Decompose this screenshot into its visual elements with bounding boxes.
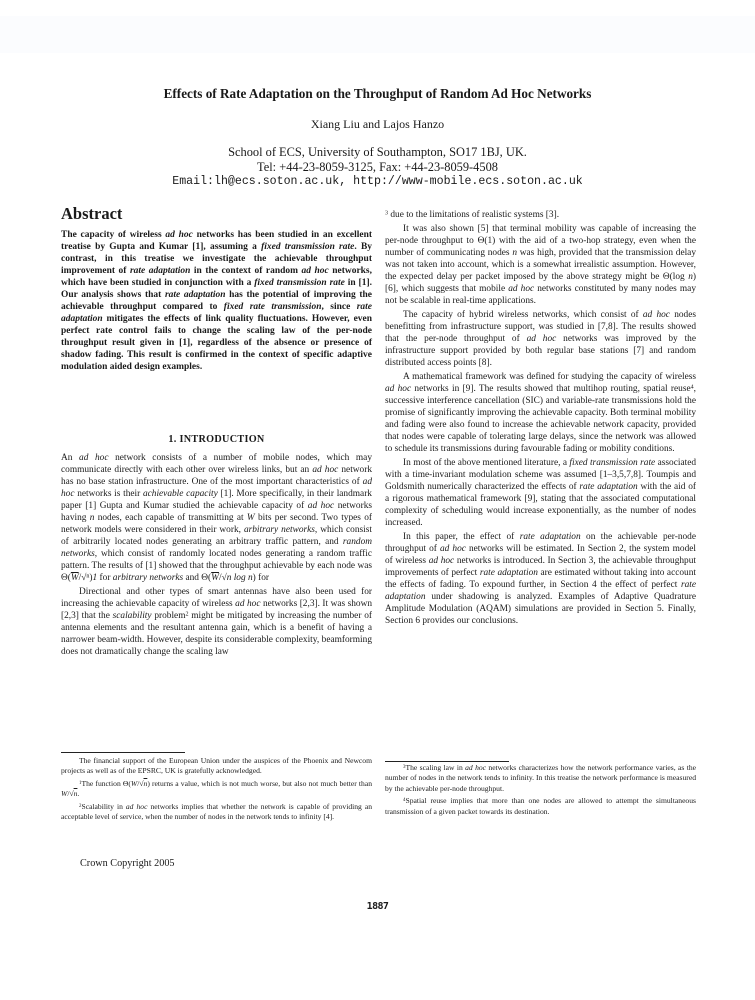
intro-paragraph-2-continued: $^3$ due to the limitations of realistic systems [3]. — [385, 210, 560, 220]
intro-paragraph-4: The capacity of hybrid wireless networks, which consist of ad hoc nodes benefitting from infrastructure support, was studied in [7,8]. The results showed that the per-node throughput of ad hoc networks was improved by the infrastructure support provided by both regular base stations [7] and random distributed access points [8]. — [385, 310, 697, 368]
top-band — [0, 16, 755, 53]
intro-paragraph-2: Directional and other types of smart antennas have also been used for increasing the achievable capacity of wireless ad hoc networks [2,3]. It was shown [2,3] that the scalability problem$^2$ might be mitigated by increasing the number of antenna elements and the resultant antenna gain, which is a benefit of having a narrower beam-width. However, despite its considerable complexity, beamforming does not dramatically change the scaling law — [61, 587, 373, 657]
copyright-notice: Crown Copyright 2005 — [80, 858, 175, 869]
affiliation-block — [0, 145, 755, 175]
intro-left-column — [61, 452, 372, 658]
footnote-4: $^4$Spatial reuse implies that more than one nodes are allowed to attempt the simultaneous transmission of a given packet towards its destination. — [385, 796, 696, 816]
contact-numbers: Tel: +44-23-8059-3125, Fax: +44-23-8059-4508 — [257, 160, 498, 174]
page-number: 1887 — [366, 901, 389, 912]
footnote-rule-right — [385, 761, 509, 762]
email-and-url: Email:lh@ecs.soton.ac.uk, http://www-mobile.ecs.soton.ac.uk — [172, 175, 583, 188]
affiliation: School of ECS, University of Southampton, SO17 1BJ, UK. — [228, 145, 527, 159]
footnotes-right — [385, 763, 696, 817]
footnote-3: $^3$The scaling law in ad hoc networks characterizes how the network performance varies, as the number of nodes in the network tends to infinity. In this treatise the network performance is measured by the achievable per-node throughput. — [385, 763, 696, 793]
intro-paragraph-1: An ad hoc network consists of a number of mobile nodes, which may communicate directly with each other over wireless links, but an ad hoc network has no base station infrastructure. One of the most important characteristics of ad hoc networks is their achievable capacity [1]. More specifically, in their landmark paper [1] Gupta and Kumar studied the achievable capacity of ad hoc networks having n nodes, each capable of transmitting at W bits per second. Two types of network models were considered in their work, arbitrary networks, which consist of arbitrarily located nodes generating an arbitrary traffic pattern, and random networks, which consist of randomly located nodes generating a random traffic pattern. The results of [1] showed that the throughput achievable by each node was $\Theta(\overline{W}/√^n)1$ for arbitrary networks and $\Theta(\overline{W}/√n$ log n) for — [61, 453, 373, 583]
funding-note: The financial support of the European Union under the auspices of the Phoenix and Newcom projects as well as of the EPSRC, UK is gratefully acknowledged. — [61, 756, 372, 776]
abstract-text: The capacity of wireless ad hoc networks has been studied in an excellent treatise by Gupta and Kumar [1], assuming a fixed transmission rate. By contrast, in this treatise we investigate the achievable throughput improvement of rate adaptation in the context of random ad hoc networks, which have been studied in conjunction with a fixed transmission rate in [1]. Our analysis shows that rate adaptation has the potential of improving the achievable throughput compared to fixed rate transmission, since rate adaptation mitigates the effects of link quality fluctuations. However, even perfect rate control fails to change the scaling law of the per-node throughput result given in [1], regardless of the absence or presence of shadow fading. This result is confirmed in the context of specific adaptive modulation aided design examples. — [61, 230, 372, 372]
paper-title: Effects of Rate Adaptation on the Throughput of Random Ad Hoc Networks — [163, 86, 592, 101]
intro-right-column — [385, 209, 696, 627]
paper-authors: Xiang Liu and Lajos Hanzo — [310, 117, 445, 131]
intro-paragraph-5: A mathematical framework was defined for studying the capacity of wireless ad hoc networks in [9]. The results showed that multihop routing, spatial reuse$^4$, successive interference cancellation (SIC) and variable-rate transmissions hold the promise of significantly improving the achievable capacity. Both terminal mobility and fading were also found to increase the achievable network capacity, provided that nodes were capable of tolerating large delays, since the network was allowed to schedule its transmissions during favourable fading or mobility conditions. — [385, 372, 697, 454]
footnote-rule-left — [61, 752, 185, 753]
footnote-1: $^1$The function Θ(W/√n) returns a value, which is not much worse, but also not much better than W/√n. — [61, 778, 373, 799]
abstract-body — [61, 229, 372, 373]
intro-paragraph-3: It was also shown [5] that terminal mobility was capable of increasing the per-node throughput to Θ(1) with the aid of a two-hop strategy, even when the number of communicating nodes n was high, provided that the transmission delay was not taken into account, which is a somewhat irrealistic assumption. However, the expected delay per packet imposed by the above strategy might be Θ(log n) [6], which suggests that mobile ad hoc networks constituted by many nodes may not be scalable in real-time applications. — [385, 224, 697, 306]
footnote-2: $^2$Scalability in ad hoc networks implies that whether the network is capable of providing an acceptable level of service, when the number of nodes in the network tends to infinity [4]. — [61, 801, 373, 822]
abstract-heading: Abstract — [61, 204, 123, 223]
intro-paragraph-6: In most of the above mentioned literature, a fixed transmission rate associated with a time-invariant modulation scheme was assumed [1–3,5,7,8]. Toumpis and Goldsmith numerically characterized the effects of rate adaptation with the aid of a rigorous mathematical framework [9], stating that the associated computational complexity of scheduling would increase exponentially, as the number of nodes increased. — [385, 458, 697, 528]
footnotes-left — [61, 756, 372, 822]
intro-paragraph-7: In this paper, the effect of rate adaptation on the achievable per-node throughput of ad hoc networks will be estimated. In Section 2, the system model of wireless ad hoc networks is introduced. In Section 3, the achievable throughput improvements of perfect rate adaptation are estimated without taking into account the effects of fading. To expound further, in Section 4 the effect of perfect rate adaptation under shadowing is analyzed. Examples of Adaptive Quadrature Amplitude Modulation (AQAM) simulations are provided in Section 5. Finally, Section 6 provides our conclusions. — [385, 532, 697, 626]
section-heading-introduction: 1. INTRODUCTION — [168, 434, 265, 445]
